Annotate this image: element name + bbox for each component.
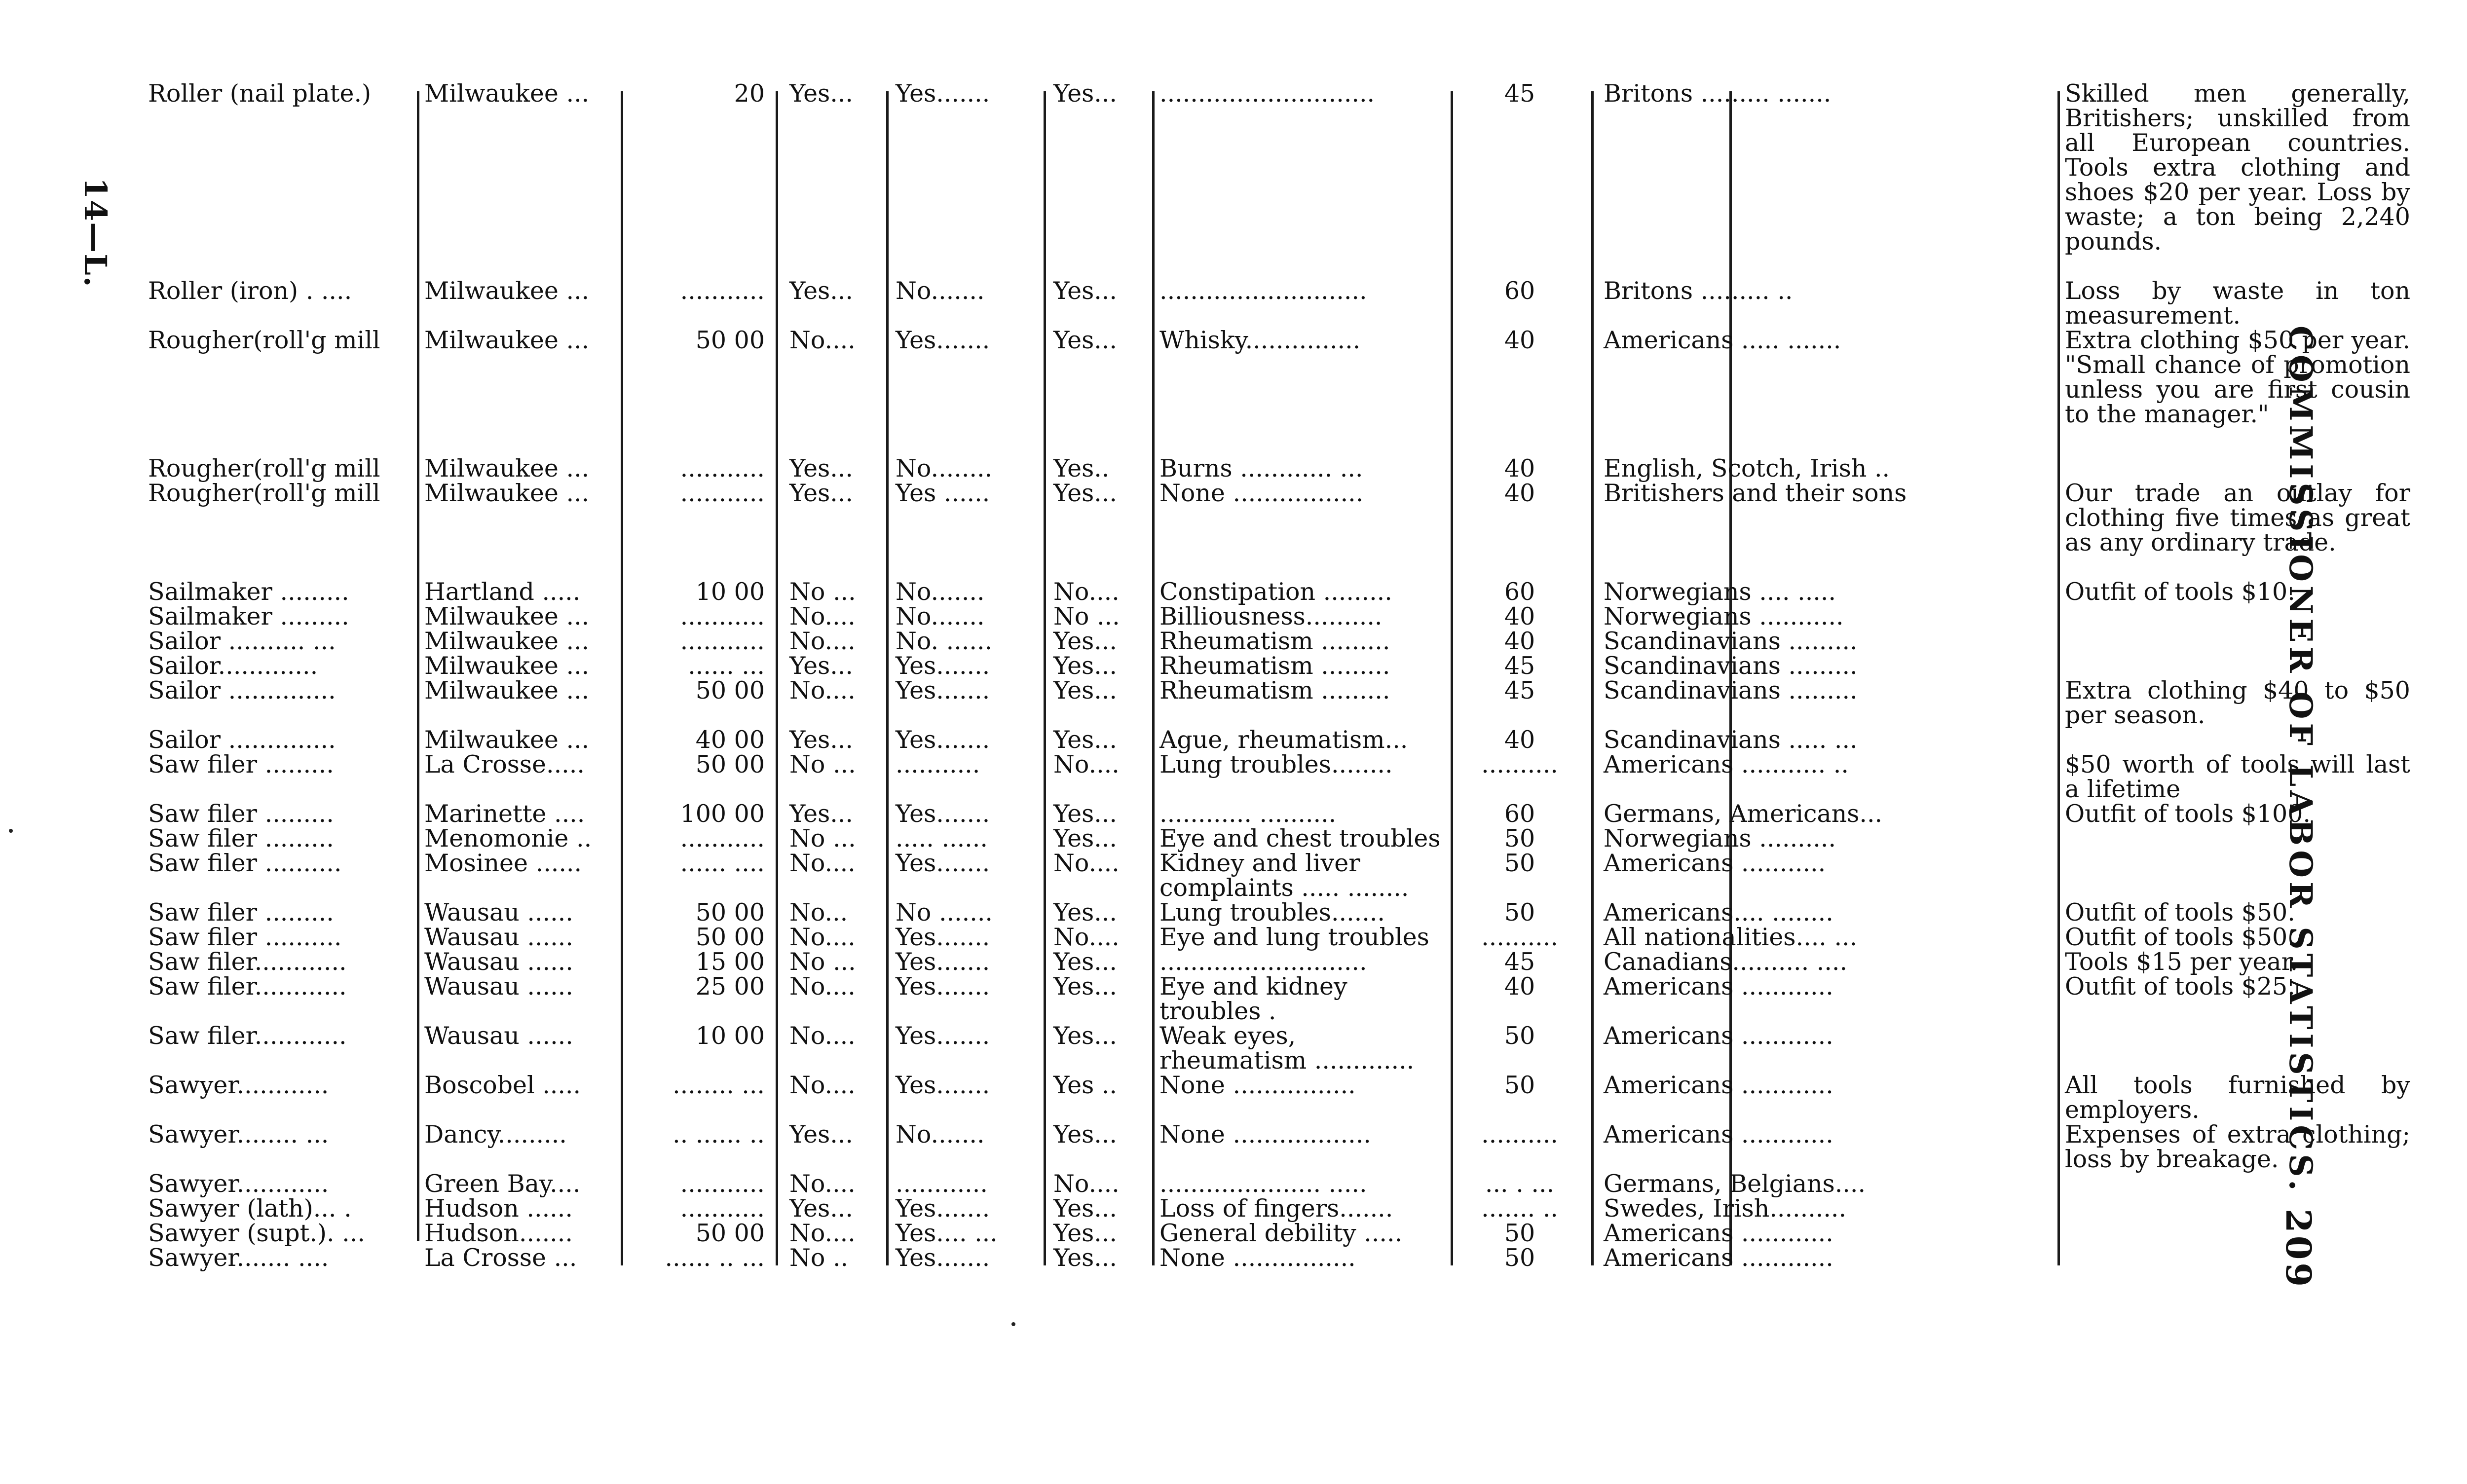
ailment-cell: Rheumatism .........: [1159, 676, 1390, 705]
answer-cell: Yes...: [789, 277, 853, 305]
stray-mark: [9, 829, 13, 833]
answer-cell: Yes.......: [896, 676, 990, 705]
column-rule: [1451, 91, 1453, 1265]
answer-cell: Yes ..: [1053, 1071, 1117, 1099]
location-cell: Milwaukee ...: [424, 726, 590, 754]
answer-cell: No....: [789, 1071, 856, 1099]
ailment-cell: Burns ............ ...: [1159, 454, 1363, 482]
nationality-cell: Britons ......... ..: [1604, 277, 1793, 305]
hours-cell: 45: [1504, 676, 1535, 705]
amount-cell: 25 00: [695, 972, 765, 1001]
occupation-cell: Sailor .......... ...: [148, 627, 336, 655]
occupation-cell: Sawyer (supt.). ...: [148, 1219, 365, 1247]
location-cell: Wausau ......: [424, 923, 573, 951]
nationality-cell: Americans ...........: [1604, 849, 1826, 877]
remarks-cell: Outfit of tools $50.: [2065, 898, 2295, 927]
amount-cell: ...... ...: [688, 652, 765, 680]
answer-cell: No....: [1053, 578, 1120, 606]
answer-cell: Yes.......: [896, 849, 990, 877]
answer-cell: No ...: [1053, 602, 1120, 631]
nationality-cell: Britons ......... .......: [1604, 79, 1832, 108]
occupation-cell: Sailor ..............: [148, 676, 336, 705]
location-cell: Hudson.......: [424, 1219, 573, 1247]
hours-cell: 60: [1504, 277, 1535, 305]
location-cell: Milwaukee ...: [424, 454, 590, 482]
ailment-cell: Lung troubles.......: [1159, 898, 1385, 927]
amount-cell: 40 00: [695, 726, 765, 754]
column-rule: [1152, 91, 1155, 1265]
ailment-cell: ...........................: [1159, 948, 1367, 976]
location-cell: Hudson ......: [424, 1194, 573, 1223]
occupation-cell: Sailor.............: [148, 652, 318, 680]
remarks-cell: $50 worth of tools will last a lifetime: [2065, 750, 2418, 803]
occupation-cell: Sailmaker .........: [148, 578, 349, 606]
amount-cell: 50 00: [695, 750, 765, 779]
occupation-cell: Roller (iron) . ....: [148, 277, 352, 305]
ailment-cell: None .................: [1159, 479, 1364, 507]
answer-cell: No.......: [896, 578, 985, 606]
nationality-cell: Americans ..... .......: [1604, 326, 1841, 354]
amount-cell: 50 00: [695, 1219, 765, 1247]
answer-cell: Yes.......: [896, 1071, 990, 1099]
ailment-cell: General debility .....: [1159, 1219, 1403, 1247]
amount-cell: 50 00: [695, 326, 765, 354]
occupation-cell: Sawyer (lath)... .: [148, 1194, 352, 1223]
answer-cell: No. ......: [896, 627, 993, 655]
location-cell: Milwaukee ...: [424, 277, 590, 305]
occupation-cell: Sailmaker .........: [148, 602, 349, 631]
ailment-cell: ..................... .....: [1159, 1170, 1367, 1198]
occupation-cell: Saw filer .........: [148, 750, 334, 779]
answer-cell: Yes...: [1053, 79, 1117, 108]
remarks-cell: Extra clothing $40 to $50 per season.: [2065, 676, 2418, 729]
ailment-cell: Eye and kidney troubles .: [1159, 972, 1355, 1025]
answer-cell: Yes...: [789, 1194, 853, 1223]
answer-cell: Yes...: [1053, 1194, 1117, 1223]
answer-cell: No....: [789, 972, 856, 1001]
occupation-cell: Roller (nail plate.): [148, 79, 372, 108]
answer-cell: Yes...: [789, 726, 853, 754]
ailment-cell: Loss of fingers.......: [1159, 1194, 1393, 1223]
column-rule: [2057, 91, 2060, 1265]
nationality-cell: Americans ............: [1604, 1244, 1833, 1272]
nationality-cell: Britishers and their sons: [1604, 479, 1907, 507]
occupation-cell: Saw filer............: [148, 948, 347, 976]
answer-cell: ............: [896, 1170, 988, 1198]
answer-cell: No....: [789, 849, 856, 877]
amount-cell: 10 00: [695, 1022, 765, 1050]
answer-cell: No....: [1053, 849, 1120, 877]
answer-cell: Yes...: [789, 1120, 853, 1149]
nationality-cell: Canadians.......... ....: [1604, 948, 1848, 976]
answer-cell: Yes...: [1053, 652, 1117, 680]
answer-cell: No....: [789, 627, 856, 655]
ailment-cell: Rheumatism .........: [1159, 627, 1390, 655]
amount-cell: ...........: [680, 454, 765, 482]
ailment-cell: Billiousness..........: [1159, 602, 1383, 631]
answer-cell: No ...: [789, 578, 856, 606]
hours-cell: 45: [1504, 948, 1535, 976]
location-cell: La Crosse.....: [424, 750, 585, 779]
answer-cell: No.......: [896, 602, 985, 631]
answer-cell: No....: [789, 326, 856, 354]
answer-cell: Yes...: [1053, 800, 1117, 828]
nationality-cell: Americans ............: [1604, 1120, 1833, 1149]
running-title: COMMISSIONER OF LABOR STATISTICS.: [2282, 326, 2319, 1195]
remarks-cell: Our trade an outlay for clothing five times as great as any ordinary trade.: [2065, 479, 2418, 556]
nationality-cell: Scandinavians .........: [1604, 676, 1858, 705]
nationality-cell: Norwegians .... .....: [1604, 578, 1836, 606]
remarks-cell: Outfit of tools $100.: [2065, 800, 2311, 828]
ailment-cell: ...........................: [1159, 277, 1367, 305]
answer-cell: No........: [896, 454, 993, 482]
location-cell: Wausau ......: [424, 972, 573, 1001]
ailment-cell: None ................: [1159, 1071, 1356, 1099]
answer-cell: No....: [789, 923, 856, 951]
answer-cell: Yes...: [1053, 627, 1117, 655]
hours-cell: 40: [1504, 602, 1535, 631]
column-rule: [776, 91, 778, 1265]
hours-cell: ..........: [1481, 1120, 1558, 1149]
amount-cell: 15 00: [695, 948, 765, 976]
column-rule: [417, 91, 419, 1241]
hours-cell: ..........: [1481, 750, 1558, 779]
remarks-cell: Tools $15 per year.: [2065, 948, 2298, 976]
ailment-cell: Lung troubles........: [1159, 750, 1393, 779]
nationality-cell: All nationalities.... ...: [1604, 923, 1858, 951]
answer-cell: Yes...: [1053, 948, 1117, 976]
occupation-cell: Saw filer ..........: [148, 849, 342, 877]
hours-cell: 50: [1504, 1244, 1535, 1272]
occupation-cell: Saw filer ..........: [148, 923, 342, 951]
answer-cell: Yes.......: [896, 972, 990, 1001]
location-cell: Marinette ....: [424, 800, 585, 828]
occupation-cell: Saw filer............: [148, 972, 347, 1001]
answer-cell: Yes...: [1053, 1244, 1117, 1272]
ailment-cell: Constipation .........: [1159, 578, 1392, 606]
column-rule: [1044, 91, 1046, 1265]
occupation-cell: Rougher(roll'g mill: [148, 326, 380, 354]
hours-cell: ....... ..: [1481, 1194, 1558, 1223]
location-cell: Milwaukee ...: [424, 479, 590, 507]
answer-cell: Yes...: [1053, 726, 1117, 754]
answer-cell: No ...: [789, 824, 856, 853]
answer-cell: Yes.......: [896, 948, 990, 976]
answer-cell: Yes.......: [896, 800, 990, 828]
answer-cell: Yes...: [1053, 898, 1117, 927]
occupation-cell: Sawyer............: [148, 1071, 329, 1099]
signature-marker: 14—L.: [77, 178, 113, 288]
hours-cell: 45: [1504, 652, 1535, 680]
hours-cell: 50: [1504, 1219, 1535, 1247]
occupation-cell: Saw filer .........: [148, 898, 334, 927]
ailment-cell: Ague, rheumatism...: [1159, 726, 1408, 754]
hours-cell: 50: [1504, 824, 1535, 853]
location-cell: Hartland .....: [424, 578, 581, 606]
location-cell: Milwaukee ...: [424, 326, 590, 354]
answer-cell: No.......: [896, 1120, 985, 1149]
answer-cell: Yes...: [1053, 1219, 1117, 1247]
remarks-cell: Outfit of tools $25.: [2065, 972, 2295, 1001]
hours-cell: 40: [1504, 326, 1535, 354]
answer-cell: Yes...: [789, 79, 853, 108]
answer-cell: Yes...: [789, 652, 853, 680]
answer-cell: Yes...: [1053, 972, 1117, 1001]
amount-cell: ...........: [680, 1170, 765, 1198]
answer-cell: No....: [1053, 750, 1120, 779]
amount-cell: 100 00: [680, 800, 765, 828]
ailment-cell: Weak eyes, rheumatism .............: [1159, 1022, 1415, 1075]
amount-cell: 20: [734, 79, 765, 108]
answer-cell: No.......: [896, 277, 985, 305]
hours-cell: ... . ...: [1485, 1170, 1555, 1198]
location-cell: Wausau ......: [424, 1022, 573, 1050]
answer-cell: No....: [789, 676, 856, 705]
nationality-cell: Scandinavians ..... ...: [1604, 726, 1858, 754]
nationality-cell: Americans ............: [1604, 972, 1833, 1001]
nationality-cell: Germans, Belgians....: [1604, 1170, 1866, 1198]
answer-cell: Yes.......: [896, 1022, 990, 1050]
location-cell: Milwaukee ...: [424, 79, 590, 108]
answer-cell: Yes.......: [896, 326, 990, 354]
answer-cell: Yes...: [1053, 1120, 1117, 1149]
hours-cell: 40: [1504, 726, 1535, 754]
hours-cell: 50: [1504, 849, 1535, 877]
hours-cell: 40: [1504, 454, 1535, 482]
answer-cell: No....: [789, 1022, 856, 1050]
remarks-cell: Expenses of extra clothing; loss by breakage.: [2065, 1120, 2418, 1173]
nationality-cell: Swedes, Irish..........: [1604, 1194, 1847, 1223]
answer-cell: Yes.......: [896, 923, 990, 951]
answer-cell: Yes.......: [896, 1194, 990, 1223]
hours-cell: 60: [1504, 578, 1535, 606]
occupation-cell: Sawyer....... ....: [148, 1244, 329, 1272]
answer-cell: Yes.......: [896, 79, 990, 108]
hours-cell: 50: [1504, 898, 1535, 927]
amount-cell: ...........: [680, 602, 765, 631]
amount-cell: 50 00: [695, 898, 765, 927]
nationality-cell: Americans ............: [1604, 1219, 1833, 1247]
ailment-cell: ............ ..........: [1159, 800, 1337, 828]
answer-cell: Yes.......: [896, 652, 990, 680]
location-cell: Boscobel .....: [424, 1071, 581, 1099]
answer-cell: No....: [789, 1170, 856, 1198]
remarks-cell: All tools furnished by employers.: [2065, 1071, 2418, 1124]
location-cell: Wausau ......: [424, 898, 573, 927]
amount-cell: 10 00: [695, 578, 765, 606]
answer-cell: Yes ......: [896, 479, 990, 507]
nationality-cell: Germans, Americans...: [1604, 800, 1883, 828]
answer-cell: No....: [1053, 923, 1120, 951]
location-cell: Menomonie ..: [424, 824, 592, 853]
location-cell: Milwaukee ...: [424, 652, 590, 680]
answer-cell: Yes...: [1053, 1022, 1117, 1050]
answer-cell: Yes.......: [896, 726, 990, 754]
nationality-cell: Americans ........... ..: [1604, 750, 1849, 779]
hours-cell: 50: [1504, 1022, 1535, 1050]
ailment-cell: None ..................: [1159, 1120, 1371, 1149]
amount-cell: ...........: [680, 277, 765, 305]
remarks-cell: Skilled men generally, Britishers; unskilled from all European countries. Tools extra clothing and shoes $20 per year. Loss by waste; a ton being 2,240 pounds.: [2065, 79, 2418, 256]
answer-cell: No ..: [789, 1244, 849, 1272]
nationality-cell: Scandinavians .........: [1604, 627, 1858, 655]
remarks-cell: Extra clothing $50 per year. "Small chance of promotion unless you are first cousin to the manager.": [2065, 326, 2418, 428]
page-number: 209: [2278, 1209, 2319, 1290]
location-cell: Dancy.........: [424, 1120, 567, 1149]
answer-cell: Yes..: [1053, 454, 1110, 482]
ailment-cell: Eye and lung troubles: [1159, 923, 1429, 951]
amount-cell: ...........: [680, 627, 765, 655]
answer-cell: ...........: [896, 750, 980, 779]
occupation-cell: Saw filer .........: [148, 800, 334, 828]
hours-cell: 45: [1504, 79, 1535, 108]
column-rule: [1591, 91, 1594, 1265]
answer-cell: Yes.......: [896, 1244, 990, 1272]
answer-cell: No ...: [789, 750, 856, 779]
occupation-cell: Rougher(roll'g mill: [148, 454, 380, 482]
ailment-cell: None ................: [1159, 1244, 1356, 1272]
stray-mark: [1011, 1322, 1015, 1326]
answer-cell: No .......: [896, 898, 993, 927]
answer-cell: Yes...: [1053, 277, 1117, 305]
location-cell: Milwaukee ...: [424, 602, 590, 631]
answer-cell: Yes...: [1053, 479, 1117, 507]
occupation-cell: Saw filer............: [148, 1022, 347, 1050]
nationality-cell: Americans ............: [1604, 1022, 1833, 1050]
amount-cell: ...... .. ...: [665, 1244, 765, 1272]
occupation-cell: Sailor ..............: [148, 726, 336, 754]
nationality-cell: Norwegians ...........: [1604, 602, 1844, 631]
occupation-cell: Saw filer .........: [148, 824, 334, 853]
hours-cell: 60: [1504, 800, 1535, 828]
ailment-cell: Whisky...............: [1159, 326, 1361, 354]
nationality-cell: Americans.... ........: [1604, 898, 1833, 927]
nationality-cell: English, Scotch, Irish ..: [1604, 454, 1890, 482]
ailment-cell: Eye and chest troubles: [1159, 824, 1441, 853]
amount-cell: 50 00: [695, 676, 765, 705]
hours-cell: 50: [1504, 1071, 1535, 1099]
hours-cell: 40: [1504, 972, 1535, 1001]
occupation-cell: Sawyer........ ...: [148, 1120, 329, 1149]
amount-cell: 50 00: [695, 923, 765, 951]
amount-cell: ...........: [680, 479, 765, 507]
nationality-cell: Norwegians ..........: [1604, 824, 1836, 853]
hours-cell: 40: [1504, 479, 1535, 507]
column-rule: [886, 91, 889, 1265]
ailment-cell: Rheumatism .........: [1159, 652, 1390, 680]
answer-cell: No ...: [789, 948, 856, 976]
answer-cell: No....: [789, 602, 856, 631]
answer-cell: Yes...: [1053, 824, 1117, 853]
remarks-cell: Outfit of tools $50.: [2065, 923, 2295, 951]
amount-cell: ........ ...: [673, 1071, 765, 1099]
answer-cell: Yes...: [1053, 326, 1117, 354]
occupation-cell: Sawyer............: [148, 1170, 329, 1198]
location-cell: Milwaukee ...: [424, 627, 590, 655]
location-cell: Mosinee ......: [424, 849, 582, 877]
answer-cell: Yes...: [789, 479, 853, 507]
answer-cell: No...: [789, 898, 848, 927]
location-cell: Green Bay....: [424, 1170, 581, 1198]
remarks-cell: Outfit of tools $10.: [2065, 578, 2295, 606]
remarks-cell: Loss by waste in ton measurement.: [2065, 277, 2418, 330]
answer-cell: Yes...: [1053, 676, 1117, 705]
occupation-cell: Rougher(roll'g mill: [148, 479, 380, 507]
answer-cell: No....: [1053, 1170, 1120, 1198]
nationality-cell: Scandinavians .........: [1604, 652, 1858, 680]
hours-cell: 40: [1504, 627, 1535, 655]
answer-cell: Yes...: [789, 800, 853, 828]
amount-cell: ...........: [680, 1194, 765, 1223]
ailment-cell: ............................: [1159, 79, 1375, 108]
amount-cell: .. ...... ..: [673, 1120, 765, 1149]
nationality-cell: Americans ............: [1604, 1071, 1833, 1099]
location-cell: Milwaukee ...: [424, 676, 590, 705]
amount-cell: ...........: [680, 824, 765, 853]
location-cell: Wausau ......: [424, 948, 573, 976]
answer-cell: Yes...: [789, 454, 853, 482]
answer-cell: ..... ......: [896, 824, 988, 853]
hours-cell: ..........: [1481, 923, 1558, 951]
location-cell: La Crosse ...: [424, 1244, 577, 1272]
amount-cell: ...... ....: [680, 849, 765, 877]
answer-cell: No....: [789, 1219, 856, 1247]
answer-cell: Yes.... ...: [896, 1219, 998, 1247]
ailment-cell: Kidney and liver complaints ..... ........: [1159, 849, 1409, 902]
